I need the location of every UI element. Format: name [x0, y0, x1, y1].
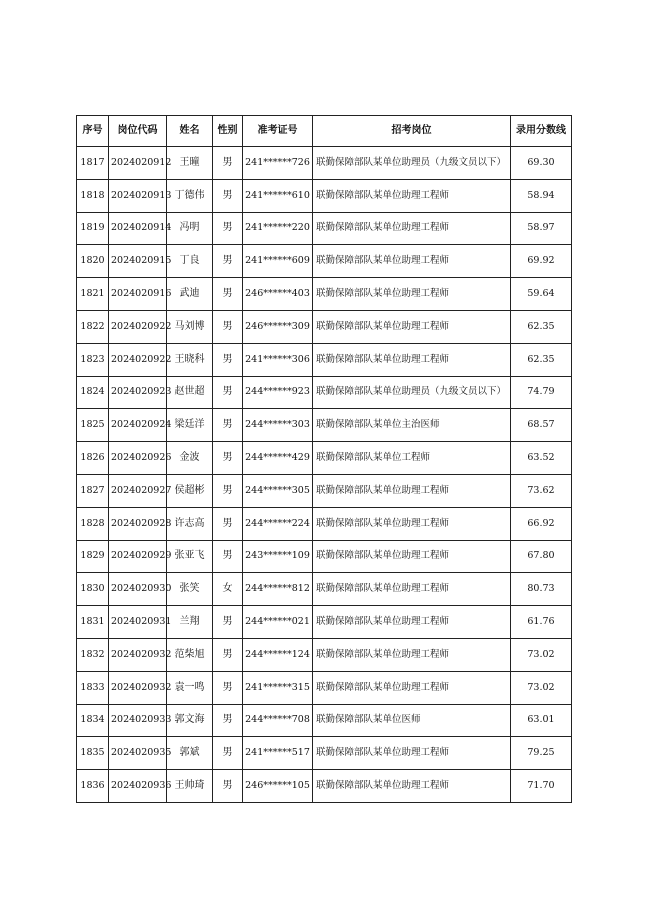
cell-post-code: 2024020928	[109, 507, 167, 540]
cell-serial-no: 1829	[77, 540, 109, 573]
cell-post-code: 2024020931	[109, 606, 167, 639]
cell-serial-no: 1818	[77, 179, 109, 212]
cell-ticket-no: 244******224	[243, 507, 313, 540]
table-row	[77, 474, 572, 507]
cell-name: 范柴旭	[167, 638, 213, 671]
cell-gender: 男	[213, 245, 243, 278]
cell-name: 冯明	[167, 212, 213, 245]
cell-score-line: 73.02	[511, 638, 572, 671]
cell-score-line: 80.73	[511, 573, 572, 606]
cell-recruit-post: 联勤保障部队某单位主治医师	[313, 409, 511, 442]
table-row	[77, 671, 572, 704]
cell-gender: 男	[213, 147, 243, 180]
cell-gender: 男	[213, 704, 243, 737]
table-row	[77, 310, 572, 343]
cell-recruit-post: 联勤保障部队某单位助理工程师	[313, 770, 511, 803]
cell-recruit-post: 联勤保障部队某单位助理工程师	[313, 278, 511, 311]
cell-gender: 男	[213, 310, 243, 343]
table-row	[77, 573, 572, 606]
table-row	[77, 540, 572, 573]
cell-gender: 男	[213, 179, 243, 212]
cell-recruit-post: 联勤保障部队某单位助理工程师	[313, 212, 511, 245]
cell-gender: 男	[213, 474, 243, 507]
cell-recruit-post: 联勤保障部队某单位助理员（九级文员以下）	[313, 147, 511, 180]
cell-post-code: 2024020912	[109, 147, 167, 180]
cell-serial-no: 1833	[77, 671, 109, 704]
cell-recruit-post: 联勤保障部队某单位助理工程师	[313, 179, 511, 212]
cell-serial-no: 1827	[77, 474, 109, 507]
cell-ticket-no: 244******812	[243, 573, 313, 606]
table-row	[77, 212, 572, 245]
cell-post-code: 2024020924	[109, 409, 167, 442]
cell-recruit-post: 联勤保障部队某单位助理工程师	[313, 343, 511, 376]
cell-recruit-post: 联勤保障部队某单位助理工程师	[313, 573, 511, 606]
cell-post-code: 2024020933	[109, 704, 167, 737]
cell-ticket-no: 244******021	[243, 606, 313, 639]
cell-serial-no: 1824	[77, 376, 109, 409]
cell-gender: 男	[213, 540, 243, 573]
cell-name: 王晓科	[167, 343, 213, 376]
cell-post-code: 2024020915	[109, 245, 167, 278]
cell-ticket-no: 241******306	[243, 343, 313, 376]
cell-serial-no: 1820	[77, 245, 109, 278]
cell-name: 丁德伟	[167, 179, 213, 212]
cell-gender: 男	[213, 671, 243, 704]
cell-recruit-post: 联勤保障部队某单位工程师	[313, 442, 511, 475]
table-row	[77, 376, 572, 409]
cell-post-code: 2024020932	[109, 671, 167, 704]
cell-name: 武迪	[167, 278, 213, 311]
cell-ticket-no: 241******610	[243, 179, 313, 212]
cell-post-code: 2024020930	[109, 573, 167, 606]
cell-name: 梁廷洋	[167, 409, 213, 442]
table-row	[77, 770, 572, 803]
table-body	[77, 147, 572, 803]
table-row	[77, 343, 572, 376]
cell-serial-no: 1831	[77, 606, 109, 639]
cell-name: 赵世超	[167, 376, 213, 409]
cell-ticket-no: 246******309	[243, 310, 313, 343]
table-row	[77, 179, 572, 212]
cell-name: 郭文海	[167, 704, 213, 737]
table-row	[77, 704, 572, 737]
cell-score-line: 58.94	[511, 179, 572, 212]
cell-recruit-post: 联勤保障部队某单位助理工程师	[313, 606, 511, 639]
cell-score-line: 67.80	[511, 540, 572, 573]
cell-name: 袁一鸣	[167, 671, 213, 704]
cell-post-code: 2024020929	[109, 540, 167, 573]
cell-score-line: 74.79	[511, 376, 572, 409]
cell-gender: 男	[213, 343, 243, 376]
cell-serial-no: 1819	[77, 212, 109, 245]
header-score-line: 录用分数线	[511, 116, 572, 147]
cell-gender: 男	[213, 212, 243, 245]
cell-ticket-no: 241******726	[243, 147, 313, 180]
cell-gender: 男	[213, 507, 243, 540]
cell-score-line: 61.76	[511, 606, 572, 639]
cell-serial-no: 1826	[77, 442, 109, 475]
cell-ticket-no: 244******303	[243, 409, 313, 442]
cell-score-line: 68.57	[511, 409, 572, 442]
cell-ticket-no: 244******305	[243, 474, 313, 507]
cell-serial-no: 1825	[77, 409, 109, 442]
cell-serial-no: 1836	[77, 770, 109, 803]
cell-name: 张笑	[167, 573, 213, 606]
cell-gender: 男	[213, 278, 243, 311]
cell-name: 郭斌	[167, 737, 213, 770]
cell-name: 侯超彬	[167, 474, 213, 507]
table-row	[77, 245, 572, 278]
cell-post-code: 2024020916	[109, 278, 167, 311]
cell-score-line: 73.02	[511, 671, 572, 704]
cell-recruit-post: 联勤保障部队某单位助理员（九级文员以下）	[313, 376, 511, 409]
cell-serial-no: 1822	[77, 310, 109, 343]
cell-post-code: 2024020936	[109, 770, 167, 803]
cell-recruit-post: 联勤保障部队某单位助理工程师	[313, 245, 511, 278]
cell-gender: 男	[213, 409, 243, 442]
cell-score-line: 59.64	[511, 278, 572, 311]
cell-serial-no: 1821	[77, 278, 109, 311]
cell-score-line: 62.35	[511, 310, 572, 343]
cell-ticket-no: 241******609	[243, 245, 313, 278]
cell-ticket-no: 241******517	[243, 737, 313, 770]
cell-ticket-no: 241******220	[243, 212, 313, 245]
cell-score-line: 58.97	[511, 212, 572, 245]
cell-post-code: 2024020922	[109, 310, 167, 343]
cell-name: 马刘博	[167, 310, 213, 343]
cell-name: 金波	[167, 442, 213, 475]
cell-score-line: 69.30	[511, 147, 572, 180]
cell-ticket-no: 244******708	[243, 704, 313, 737]
cell-serial-no: 1832	[77, 638, 109, 671]
cell-serial-no: 1834	[77, 704, 109, 737]
cell-post-code: 2024020914	[109, 212, 167, 245]
cell-name: 丁良	[167, 245, 213, 278]
cell-score-line: 79.25	[511, 737, 572, 770]
cell-serial-no: 1830	[77, 573, 109, 606]
cell-ticket-no: 241******315	[243, 671, 313, 704]
cell-ticket-no: 244******923	[243, 376, 313, 409]
cell-recruit-post: 联勤保障部队某单位助理工程师	[313, 310, 511, 343]
cell-gender: 男	[213, 770, 243, 803]
table-header-row	[77, 116, 572, 147]
cell-recruit-post: 联勤保障部队某单位助理工程师	[313, 737, 511, 770]
cell-name: 张亚飞	[167, 540, 213, 573]
cell-score-line: 69.92	[511, 245, 572, 278]
table-row	[77, 442, 572, 475]
header-ticket-no: 准考证号	[243, 116, 313, 147]
table-row	[77, 507, 572, 540]
cell-score-line: 71.70	[511, 770, 572, 803]
header-post-code: 岗位代码	[109, 116, 167, 147]
cell-serial-no: 1823	[77, 343, 109, 376]
cell-name: 王曈	[167, 147, 213, 180]
cell-ticket-no: 243******109	[243, 540, 313, 573]
cell-score-line: 63.01	[511, 704, 572, 737]
cell-name: 兰翔	[167, 606, 213, 639]
cell-score-line: 66.92	[511, 507, 572, 540]
cell-gender: 男	[213, 442, 243, 475]
cell-recruit-post: 联勤保障部队某单位医师	[313, 704, 511, 737]
cell-post-code: 2024020932	[109, 638, 167, 671]
table-row	[77, 409, 572, 442]
cell-serial-no: 1835	[77, 737, 109, 770]
admission-score-table-container	[76, 115, 572, 803]
cell-gender: 女	[213, 573, 243, 606]
table-row	[77, 147, 572, 180]
cell-recruit-post: 联勤保障部队某单位助理工程师	[313, 671, 511, 704]
table-row	[77, 606, 572, 639]
cell-recruit-post: 联勤保障部队某单位助理工程师	[313, 474, 511, 507]
cell-post-code: 2024020923	[109, 376, 167, 409]
cell-recruit-post: 联勤保障部队某单位助理工程师	[313, 540, 511, 573]
cell-name: 许志高	[167, 507, 213, 540]
cell-gender: 男	[213, 638, 243, 671]
header-serial-no: 序号	[77, 116, 109, 147]
cell-name: 王帅琦	[167, 770, 213, 803]
cell-serial-no: 1828	[77, 507, 109, 540]
header-name: 姓名	[167, 116, 213, 147]
cell-post-code: 2024020913	[109, 179, 167, 212]
table-row	[77, 278, 572, 311]
cell-score-line: 62.35	[511, 343, 572, 376]
header-gender: 性别	[213, 116, 243, 147]
cell-gender: 男	[213, 606, 243, 639]
cell-score-line: 63.52	[511, 442, 572, 475]
cell-post-code: 2024020922	[109, 343, 167, 376]
cell-post-code: 2024020926	[109, 442, 167, 475]
cell-post-code: 2024020935	[109, 737, 167, 770]
cell-recruit-post: 联勤保障部队某单位助理工程师	[313, 507, 511, 540]
cell-ticket-no: 244******429	[243, 442, 313, 475]
cell-ticket-no: 244******124	[243, 638, 313, 671]
cell-serial-no: 1817	[77, 147, 109, 180]
header-recruit-post: 招考岗位	[313, 116, 511, 147]
admission-score-table	[76, 115, 572, 803]
cell-ticket-no: 246******105	[243, 770, 313, 803]
cell-gender: 男	[213, 737, 243, 770]
cell-ticket-no: 246******403	[243, 278, 313, 311]
cell-post-code: 2024020927	[109, 474, 167, 507]
cell-gender: 男	[213, 376, 243, 409]
cell-recruit-post: 联勤保障部队某单位助理工程师	[313, 638, 511, 671]
table-row	[77, 737, 572, 770]
table-row	[77, 638, 572, 671]
cell-score-line: 73.62	[511, 474, 572, 507]
